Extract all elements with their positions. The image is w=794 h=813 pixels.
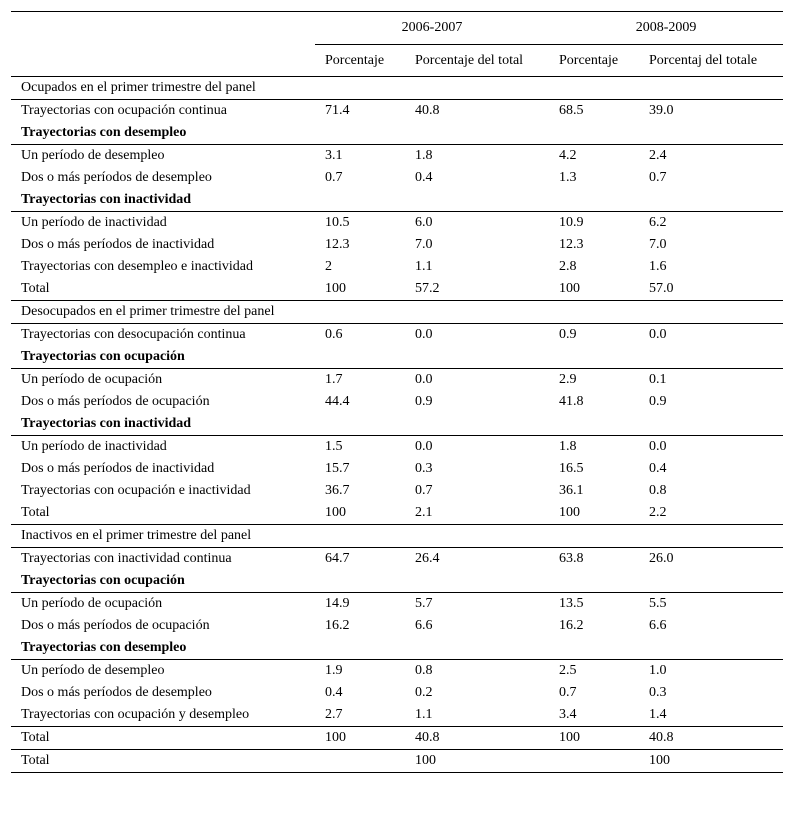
value-porcentaje-total-1: 0.9 bbox=[415, 394, 433, 409]
table-row bbox=[11, 369, 783, 392]
value-porcentaje-total-1: 6.6 bbox=[415, 618, 433, 633]
section-row bbox=[11, 301, 783, 324]
value-porcentaje-total-2: 1.0 bbox=[639, 660, 783, 683]
value-porcentaje-total-2: 7.0 bbox=[649, 237, 667, 252]
row-label: Total bbox=[21, 281, 50, 296]
section-row bbox=[11, 525, 783, 548]
value-porcentaje-2: 1.3 bbox=[559, 170, 577, 185]
section-row bbox=[11, 77, 783, 100]
value-porcentaje-total-1: 1.8 bbox=[405, 145, 549, 168]
value-porcentaje-1: 71.4 bbox=[315, 100, 405, 123]
value-porcentaje-total-1: 5.7 bbox=[405, 593, 549, 616]
value-porcentaje-2: 41.8 bbox=[559, 394, 584, 409]
header-corner bbox=[11, 12, 315, 45]
row-label: Trayectorias con desocupación continua bbox=[11, 324, 315, 347]
value-porcentaje-total-1: 2.1 bbox=[415, 505, 433, 520]
table-row bbox=[11, 727, 783, 750]
table-row bbox=[11, 167, 783, 189]
value-porcentaje-total-2: 2.4 bbox=[639, 145, 783, 168]
row-label: Dos o más períodos de desempleo bbox=[21, 170, 212, 185]
group-heading-label: Trayectorias con ocupación bbox=[21, 573, 185, 588]
group-heading-row bbox=[11, 570, 783, 593]
table-row bbox=[11, 480, 783, 502]
value-porcentaje-total-2: 0.3 bbox=[649, 685, 667, 700]
value-porcentaje-2: 2.5 bbox=[549, 660, 639, 683]
value-porcentaje-2: 10.9 bbox=[549, 212, 639, 235]
value-porcentaje-total-1: 26.4 bbox=[405, 548, 549, 571]
value-porcentaje-total-2: 57.0 bbox=[649, 281, 674, 296]
value-porcentaje-total-1: 0.0 bbox=[405, 436, 549, 459]
value-porcentaje-1: 0.6 bbox=[315, 324, 405, 347]
table-row bbox=[11, 458, 783, 480]
value-porcentaje-total-2: 26.0 bbox=[639, 548, 783, 571]
value-porcentaje-total-2: 0.8 bbox=[649, 483, 667, 498]
value-porcentaje-2: 36.1 bbox=[559, 483, 584, 498]
value-porcentaje-2: 0.7 bbox=[559, 685, 577, 700]
row-label: Un período de ocupación bbox=[11, 369, 315, 392]
value-porcentaje-1: 16.2 bbox=[325, 618, 350, 633]
value-porcentaje-total-1: 100 bbox=[405, 750, 549, 773]
value-porcentaje-total-1: 0.0 bbox=[405, 324, 549, 347]
section-label: Desocupados en el primer trimestre del panel bbox=[11, 301, 783, 324]
value-porcentaje-1: 36.7 bbox=[325, 483, 350, 498]
value-porcentaje-total-1: 0.2 bbox=[415, 685, 433, 700]
value-porcentaje-total-1: 0.0 bbox=[405, 369, 549, 392]
value-porcentaje-total-2: 2.2 bbox=[649, 505, 667, 520]
table-row bbox=[11, 615, 783, 637]
value-porcentaje-1: 0.4 bbox=[325, 685, 343, 700]
value-porcentaje-total-1: 0.7 bbox=[415, 483, 433, 498]
group-heading-label: Trayectorias con inactividad bbox=[21, 416, 192, 431]
table-body bbox=[11, 77, 783, 773]
table-row bbox=[11, 660, 783, 683]
value-porcentaje-total-1: 57.2 bbox=[415, 281, 440, 296]
table-row bbox=[11, 704, 783, 727]
value-porcentaje-1: 0.7 bbox=[325, 170, 343, 185]
value-porcentaje-total-2: 40.8 bbox=[639, 727, 783, 750]
value-porcentaje-2 bbox=[549, 750, 639, 773]
group-heading-row bbox=[11, 413, 783, 436]
value-porcentaje-1: 100 bbox=[315, 727, 405, 750]
table-row bbox=[11, 278, 783, 301]
table-row bbox=[11, 234, 783, 256]
row-label: Total bbox=[11, 750, 315, 773]
period-header-2008-2009: 2008-2009 bbox=[549, 12, 783, 45]
row-label: Trayectorias con ocupación y desempleo bbox=[21, 707, 250, 722]
row-label: Un período de desempleo bbox=[11, 660, 315, 683]
value-porcentaje-total-2: 0.0 bbox=[639, 324, 783, 347]
table-row bbox=[11, 682, 783, 704]
value-porcentaje-1: 10.5 bbox=[315, 212, 405, 235]
period-header-2006-2007: 2006-2007 bbox=[315, 12, 549, 45]
group-heading-row bbox=[11, 189, 783, 212]
table-row bbox=[11, 256, 783, 278]
value-porcentaje-1: 12.3 bbox=[325, 237, 350, 252]
table-row bbox=[11, 391, 783, 413]
table-row bbox=[11, 502, 783, 525]
value-porcentaje-2: 16.5 bbox=[559, 461, 584, 476]
value-porcentaje-1: 1.5 bbox=[315, 436, 405, 459]
value-porcentaje-total-1: 0.3 bbox=[415, 461, 433, 476]
value-porcentaje-2: 2.8 bbox=[559, 259, 577, 274]
value-porcentaje-total-2: 0.1 bbox=[639, 369, 783, 392]
value-porcentaje-1: 2 bbox=[325, 259, 332, 274]
group-heading-row bbox=[11, 122, 783, 145]
header-row-columns bbox=[11, 45, 783, 77]
value-porcentaje-total-1: 7.0 bbox=[415, 237, 433, 252]
table-row bbox=[11, 593, 783, 616]
value-porcentaje-1: 14.9 bbox=[315, 593, 405, 616]
value-porcentaje-2: 2.9 bbox=[549, 369, 639, 392]
value-porcentaje-1: 1.7 bbox=[315, 369, 405, 392]
col-header-porcentaje-total-1: Porcentaje del total bbox=[415, 52, 524, 68]
value-porcentaje-total-1: 6.0 bbox=[405, 212, 549, 235]
row-label: Dos o más períodos de inactividad bbox=[21, 461, 215, 476]
value-porcentaje-total-1: 0.4 bbox=[415, 170, 433, 185]
header-corner-2 bbox=[11, 45, 315, 77]
value-porcentaje-total-2: 6.2 bbox=[639, 212, 783, 235]
row-label: Un período de inactividad bbox=[11, 212, 315, 235]
group-heading-row bbox=[11, 637, 783, 660]
row-label: Trayectorias con ocupación e inactividad bbox=[21, 483, 251, 498]
value-porcentaje-total-1: 1.1 bbox=[415, 707, 433, 722]
group-heading-label: Trayectorias con ocupación bbox=[21, 349, 185, 364]
value-porcentaje-2: 1.8 bbox=[549, 436, 639, 459]
row-label: Dos o más períodos de ocupación bbox=[21, 394, 210, 409]
value-porcentaje-2: 16.2 bbox=[559, 618, 584, 633]
value-porcentaje-2: 4.2 bbox=[549, 145, 639, 168]
value-porcentaje-1: 2.7 bbox=[325, 707, 343, 722]
table-row bbox=[11, 548, 783, 571]
value-porcentaje-2: 100 bbox=[559, 505, 581, 520]
value-porcentaje-1: 100 bbox=[325, 281, 346, 296]
row-label: Dos o más períodos de inactividad bbox=[21, 237, 215, 252]
value-porcentaje-total-2: 5.5 bbox=[639, 593, 783, 616]
value-porcentaje-total-2: 0.4 bbox=[649, 461, 667, 476]
value-porcentaje-2: 68.5 bbox=[549, 100, 639, 123]
section-label: Ocupados en el primer trimestre del panel bbox=[11, 77, 783, 100]
value-porcentaje-total-2: 0.9 bbox=[649, 394, 667, 409]
group-heading-row bbox=[11, 346, 783, 369]
value-porcentaje-2: 12.3 bbox=[559, 237, 584, 252]
table-row bbox=[11, 324, 783, 347]
col-header-porcentaje-2: Porcentaje bbox=[559, 52, 619, 68]
table-row bbox=[11, 750, 783, 773]
row-label: Un período de inactividad bbox=[11, 436, 315, 459]
value-porcentaje-2: 63.8 bbox=[549, 548, 639, 571]
row-label: Trayectorias con ocupación continua bbox=[11, 100, 315, 123]
value-porcentaje-2: 3.4 bbox=[559, 707, 577, 722]
value-porcentaje-2: 0.9 bbox=[549, 324, 639, 347]
value-porcentaje-total-2: 0.7 bbox=[649, 170, 667, 185]
value-porcentaje-1: 64.7 bbox=[315, 548, 405, 571]
table-row bbox=[11, 436, 783, 459]
row-label: Total bbox=[21, 505, 50, 520]
header-row-periods bbox=[11, 12, 783, 45]
value-porcentaje-total-1: 40.8 bbox=[405, 100, 549, 123]
row-label: Trayectorias con inactividad continua bbox=[11, 548, 315, 571]
value-porcentaje-total-2: 100 bbox=[639, 750, 783, 773]
trajectory-table bbox=[11, 11, 783, 773]
group-heading-label: Trayectorias con desempleo bbox=[21, 640, 187, 655]
row-label: Dos o más períodos de ocupación bbox=[21, 618, 210, 633]
row-label: Trayectorias con desempleo e inactividad bbox=[21, 259, 253, 274]
table-row bbox=[11, 100, 783, 123]
col-header-porcentaje-1: Porcentaje bbox=[325, 52, 385, 68]
value-porcentaje-1: 44.4 bbox=[325, 394, 350, 409]
row-label: Total bbox=[11, 727, 315, 750]
row-label: Un período de ocupación bbox=[11, 593, 315, 616]
row-label: Dos o más períodos de desempleo bbox=[21, 685, 212, 700]
row-label: Un período de desempleo bbox=[11, 145, 315, 168]
value-porcentaje-total-2: 1.6 bbox=[649, 259, 667, 274]
value-porcentaje-1: 1.9 bbox=[315, 660, 405, 683]
value-porcentaje-1: 100 bbox=[325, 505, 346, 520]
value-porcentaje-total-1: 1.1 bbox=[415, 259, 433, 274]
value-porcentaje-total-1: 40.8 bbox=[405, 727, 549, 750]
value-porcentaje-2: 13.5 bbox=[549, 593, 639, 616]
value-porcentaje-total-1: 0.8 bbox=[405, 660, 549, 683]
group-heading-label: Trayectorias con desempleo bbox=[21, 125, 187, 140]
value-porcentaje-total-2: 6.6 bbox=[649, 618, 667, 633]
col-header-porcentaje-total-2: Porcentaj del totale bbox=[649, 52, 758, 68]
value-porcentaje-total-2: 1.4 bbox=[649, 707, 667, 722]
value-porcentaje-1 bbox=[315, 750, 405, 773]
value-porcentaje-2: 100 bbox=[559, 281, 581, 296]
value-porcentaje-total-2: 0.0 bbox=[639, 436, 783, 459]
value-porcentaje-2: 100 bbox=[549, 727, 639, 750]
section-label: Inactivos en el primer trimestre del panel bbox=[11, 525, 783, 548]
group-heading-label: Trayectorias con inactividad bbox=[21, 192, 192, 207]
table-row bbox=[11, 145, 783, 168]
table-row bbox=[11, 212, 783, 235]
value-porcentaje-1: 3.1 bbox=[315, 145, 405, 168]
value-porcentaje-total-2: 39.0 bbox=[639, 100, 783, 123]
value-porcentaje-1: 15.7 bbox=[325, 461, 350, 476]
